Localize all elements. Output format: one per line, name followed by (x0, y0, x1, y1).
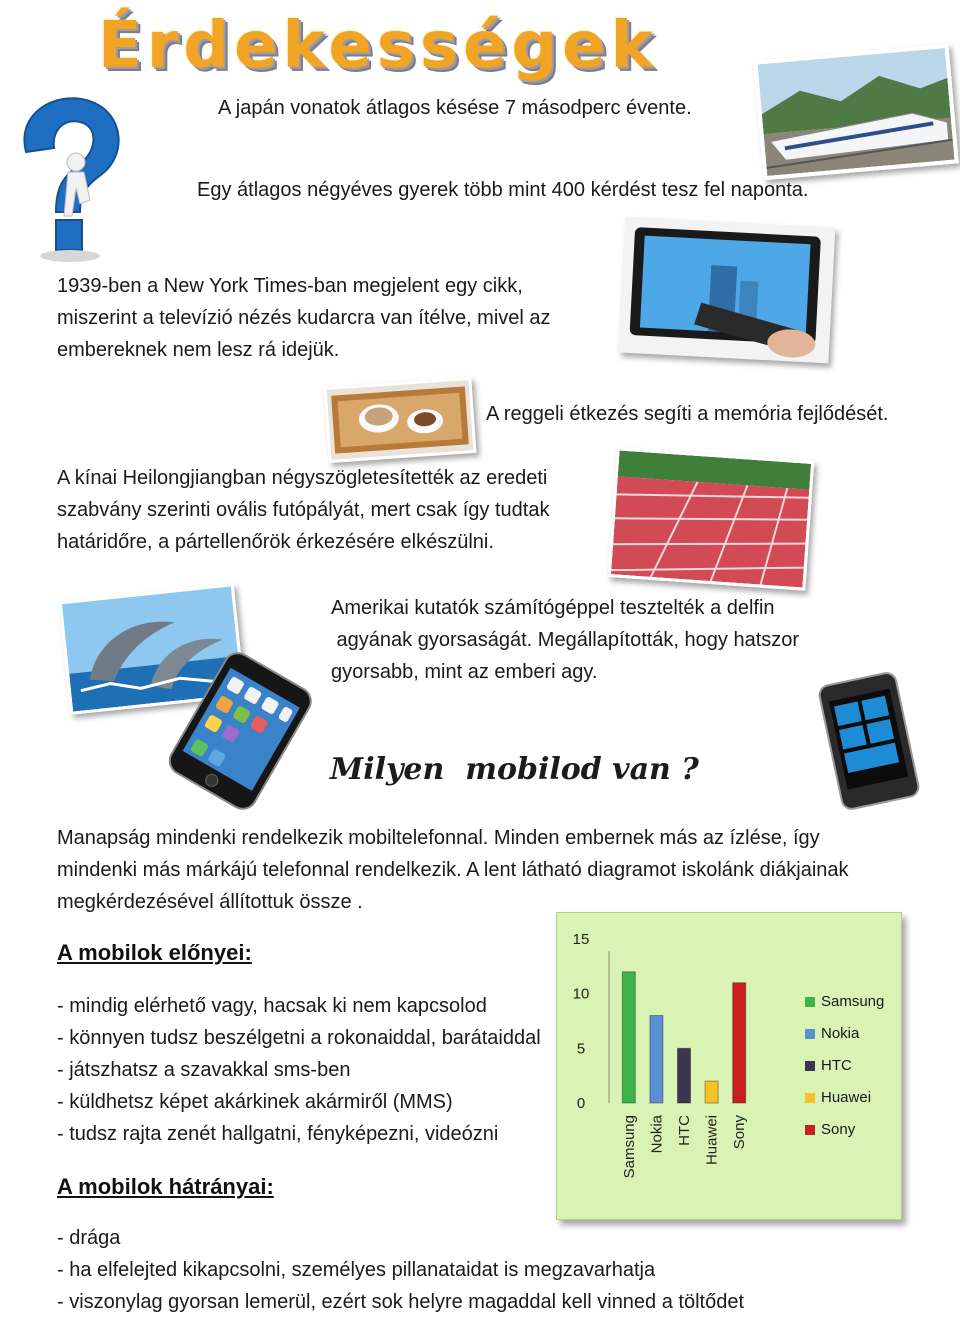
advantage-item: - küldhetsz képet akárkinek akármiről (MMS) (57, 1091, 453, 1113)
x-tick-label: HTC (676, 1115, 693, 1146)
question-mark-icon (6, 92, 134, 264)
legend-label: Nokia (821, 1025, 860, 1042)
legend-swatch (805, 1029, 815, 1039)
fact-child: Egy átlagos négyéves gyerek több mint 400 kérdést tesz fel naponta. (197, 179, 809, 201)
disadvantage-item: - viszonylag gyorsan lemerül, ezért sok helyre magaddal kell vinned a töltődet (57, 1291, 745, 1313)
fact-tv-line-1: 1939-ben a New York Times-ban megjelent egy cikk, (57, 275, 523, 297)
legend-item-sony (805, 1119, 884, 1151)
legend-label: Samsung (821, 993, 885, 1010)
bar-nokia (650, 1016, 663, 1103)
tv-photo (619, 217, 836, 364)
windows-phone-photo (813, 668, 924, 813)
legend-swatch (805, 1125, 815, 1135)
x-tick-label: Huawei (703, 1115, 721, 1166)
legend-swatch (805, 997, 815, 1007)
disadvantages-title: A mobilok hátrányai: (57, 1174, 274, 1199)
intro-line-1: Manapság mindenki rendelkezik mobiltelefonnal. Minden embernek más az ízlése, így (57, 827, 820, 849)
legend-label: Huawei (821, 1089, 872, 1106)
advantage-item: - tudsz rajta zenét hallgatni, fényképezni, videózni (57, 1123, 499, 1145)
legend-item-huawei (805, 1087, 884, 1119)
bar-sony (733, 983, 746, 1103)
legend-label: HTC (821, 1057, 852, 1074)
mobile-section-title: Milyen mobilod van ? (330, 752, 699, 787)
advantage-item: - könnyen tudsz beszélgetni a rokonaiddal, barátaiddal (57, 1027, 541, 1049)
fact-train: A japán vonatok átlagos késése 7 másodperc évente. (218, 97, 692, 119)
breakfast-photo (324, 377, 477, 463)
train-photo (753, 44, 959, 181)
fact-dolphin-line-3: gyorsabb, mint az emberi agy. (331, 661, 598, 683)
advantage-item: - játszhatsz a szavakkal sms-ben (57, 1059, 351, 1081)
x-tick-label: Nokia (648, 1115, 666, 1154)
phone-brand-chart (556, 912, 902, 1220)
y-tick-label: 15 (572, 931, 590, 948)
bar-samsung (622, 972, 635, 1103)
legend-item-htc (805, 1055, 884, 1087)
legend-label: Sony (821, 1121, 856, 1138)
advantage-item: - mindig elérhető vagy, hacsak ki nem kapcsolod (57, 995, 487, 1017)
intro-line-3: megkérdezésével állítottuk össze . (57, 891, 363, 913)
fact-dolphin-line-1: Amerikai kutatók számítógéppel tesztelték a delfin (331, 597, 775, 619)
y-tick-label: 5 (576, 1040, 586, 1058)
x-tick-label: Samsung (620, 1115, 638, 1179)
bar-huawei (705, 1081, 718, 1103)
fact-breakfast: A reggeli étkezés segíti a memória fejlődését. (486, 403, 889, 425)
legend-item-nokia (805, 1023, 884, 1055)
fact-tv-line-3: embereknek nem lesz rá idejük. (57, 339, 340, 361)
fact-track-line-3: határidőre, a pártellenőrök érkezésére elkészülni. (57, 531, 494, 553)
fact-track-line-2: szabvány szerinti ovális futópályát, mert csak így tudtak (57, 499, 550, 521)
legend-swatch (805, 1093, 815, 1103)
legend-item-samsung (805, 991, 884, 1023)
track-photo (608, 447, 815, 590)
page-title: Érdekességek (98, 9, 659, 83)
fact-dolphin-line-2: agyának gyorsaságát. Megállapították, hogy hatszor (331, 629, 800, 651)
disadvantage-item: - drága (57, 1227, 121, 1249)
legend-swatch (805, 1061, 815, 1071)
fact-track-line-1: A kínai Heilongjiangban négyszögletesítették az eredeti (57, 467, 548, 489)
bar-htc (678, 1048, 691, 1103)
y-tick-label: 10 (572, 985, 590, 1003)
fact-tv-line-2: miszerint a televízió nézés kudarcra van ítélve, mivel az (57, 307, 551, 329)
advantages-title: A mobilok előnyei: (57, 940, 252, 965)
disadvantage-item: - ha elfelejted kikapcsolni, személyes pillanataidat is megzavarhatja (57, 1259, 656, 1281)
chart-legend (805, 991, 884, 1151)
x-tick-label: Sony (731, 1115, 749, 1150)
y-tick-label: 0 (576, 1095, 586, 1112)
intro-line-2: mindenki más márkájú telefonnal rendelkezik. A lent látható diagramot iskolánk diákjainak (57, 859, 849, 881)
